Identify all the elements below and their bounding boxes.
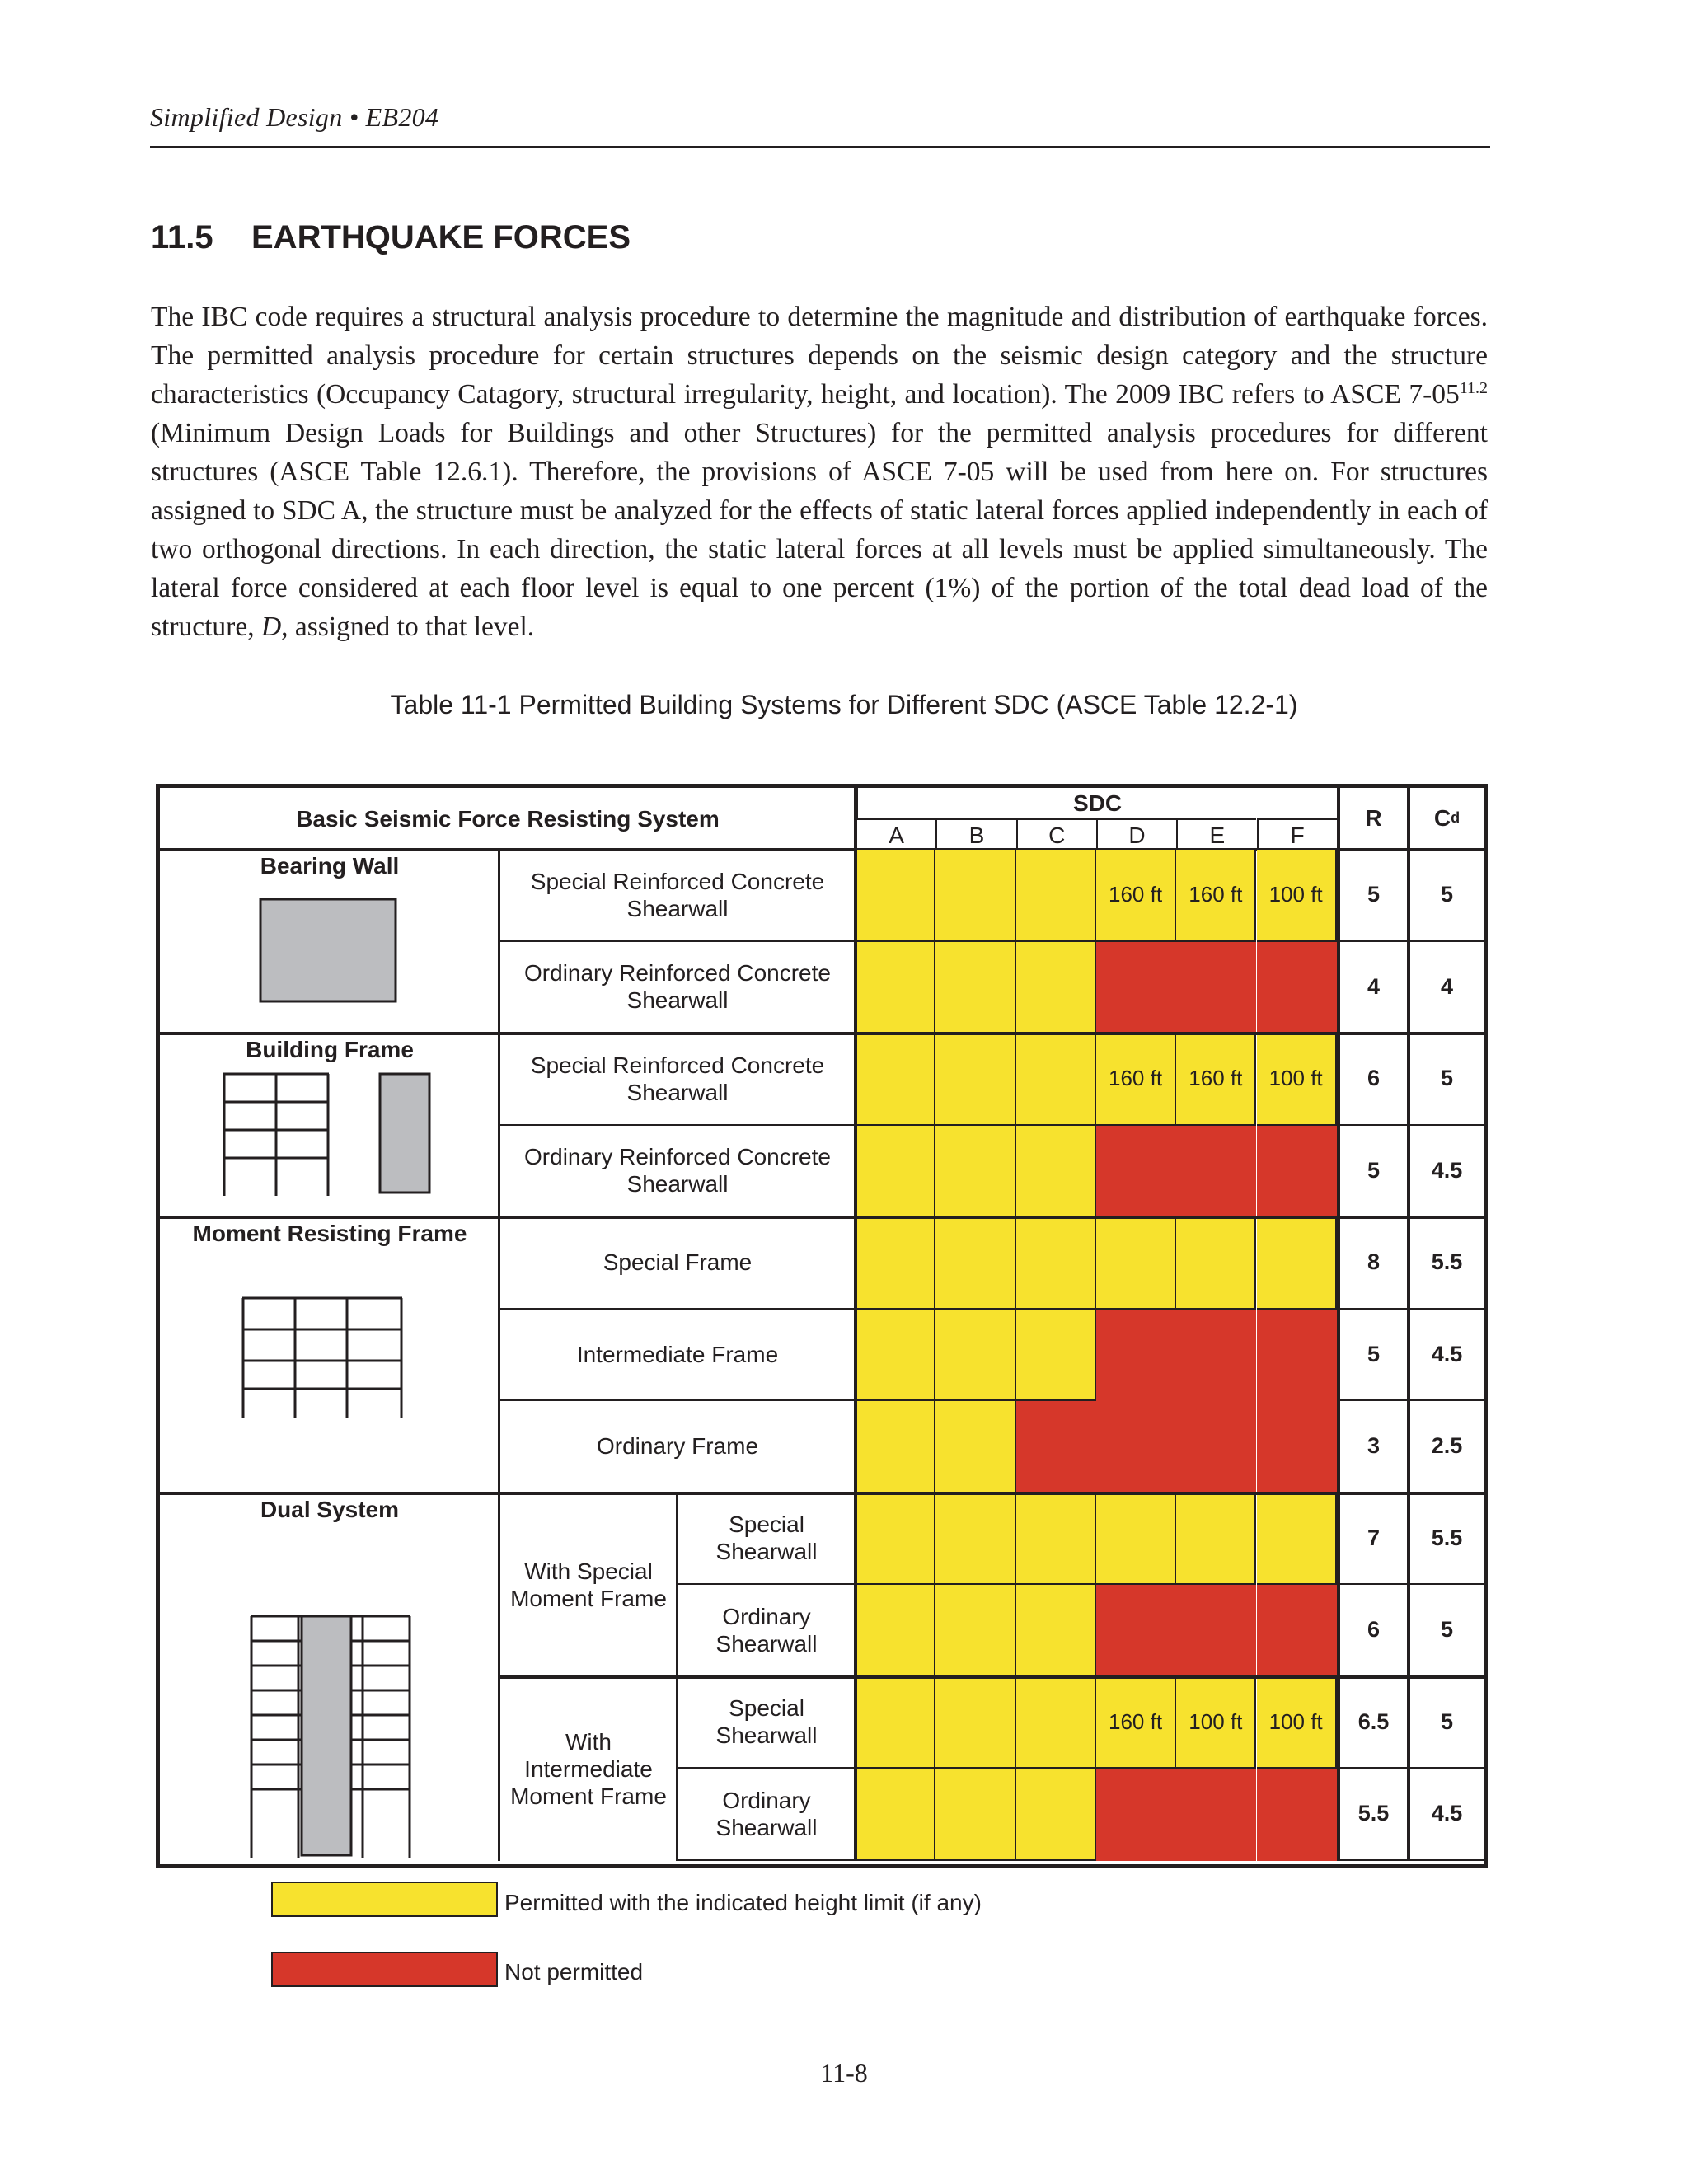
sdc-cell-row-11-c — [1016, 1769, 1096, 1861]
paragraph-part-3: , assigned to that level. — [281, 612, 535, 642]
sdc-cell-row-10-c — [1016, 1677, 1096, 1769]
sdc-cell-row-5-b — [935, 1217, 1015, 1310]
sdc-cell-row-4-d — [1096, 1126, 1176, 1218]
sdc-cell-row-2-d — [1096, 942, 1176, 1034]
table-caption: Table 11-1 Permitted Building Systems for Different SDC (ASCE Table 12.2-1) — [390, 690, 1298, 719]
sdc-cell-row-8-a — [856, 1493, 935, 1586]
sdc-cell-row-6-c — [1016, 1310, 1096, 1402]
sdc-cell-row-4-e — [1176, 1126, 1256, 1218]
r-value-row-7: 3 — [1337, 1401, 1407, 1493]
sdc-cell-row-11-a — [856, 1769, 935, 1861]
sdc-column-b: B — [935, 818, 1015, 850]
sdc-cell-row-6-a — [856, 1310, 935, 1402]
col-separator-sdc — [854, 788, 857, 1861]
citation-superscript: 11.2 — [1459, 378, 1488, 397]
header-system: Basic Seismic Force Resisting System — [296, 806, 720, 832]
sdc-cell-row-2-e — [1176, 942, 1256, 1034]
section-heading — [151, 219, 631, 256]
cd-value-row-11: 4.5 — [1407, 1769, 1484, 1861]
sdc-cell-row-3-b — [935, 1033, 1015, 1126]
sdc-cell-row-9-f — [1257, 1585, 1337, 1677]
r-value-row-11: 5.5 — [1337, 1769, 1407, 1861]
sdc-cell-row-5-d — [1096, 1217, 1176, 1310]
sdc-column-a: A — [856, 818, 935, 850]
sdc-cell-row-5-a — [856, 1217, 935, 1310]
cd-value-row-9: 5 — [1407, 1585, 1484, 1677]
sdc-cell-row-2-f — [1257, 942, 1337, 1034]
sdc-cell-row-3-f: 100 ft — [1257, 1033, 1337, 1126]
sdc-cell-row-9-d — [1096, 1585, 1176, 1677]
header-r: R — [1337, 788, 1407, 850]
sdc-cell-row-8-f — [1257, 1493, 1337, 1586]
r-value-row-8: 7 — [1337, 1493, 1407, 1586]
system-label-row-3: Special Reinforced Concrete Shearwall — [499, 1033, 856, 1126]
sdc-cell-row-4-c — [1016, 1126, 1096, 1218]
header-cd-main: C — [1433, 805, 1451, 831]
sdc-cell-row-1-b — [935, 850, 1015, 942]
sdc-cell-row-9-b — [935, 1585, 1015, 1677]
legend-permitted-swatch — [271, 1882, 498, 1917]
sdc-cell-row-7-d — [1096, 1401, 1176, 1493]
cd-value-row-2: 4 — [1407, 942, 1484, 1034]
paragraph-part-2: (Minimum Design Loads for Buildings and other Structures) for the permitted analysis procedures for different structures (ASCE Table 12.6.1). Therefore, the provisions of ASCE 7-05 will be used from here on. For structures assigned to SDC A, the structure must be analyzed for the effects of static lateral forces applied independently in each of two orthogonal directions. In each direction, the static lateral forces at all levels must be applied simultaneously. The lateral force considered at each floor level is equal to one percent (1%) of the portion of the total dead load of the structure, — [151, 418, 1488, 642]
sdc-cell-row-7-e — [1176, 1401, 1256, 1493]
sdc-cell-row-6-d — [1096, 1310, 1176, 1402]
sdc-cell-row-6-e — [1176, 1310, 1256, 1402]
sdc-cell-row-5-e — [1176, 1217, 1256, 1310]
sdc-cell-row-4-f — [1257, 1126, 1337, 1218]
sdc-cell-row-9-a — [856, 1585, 935, 1677]
sdc-column-f: F — [1257, 818, 1337, 850]
sdc-cell-row-3-e: 160 ft — [1176, 1033, 1256, 1126]
sdc-cell-row-1-e: 160 ft — [1176, 850, 1256, 942]
system-label-row-2: Ordinary Reinforced Concrete Shearwall — [499, 942, 856, 1034]
cd-value-row-7: 2.5 — [1407, 1401, 1484, 1493]
sdc-cell-row-11-f — [1257, 1769, 1337, 1861]
sdc-cell-row-3-c — [1016, 1033, 1096, 1126]
r-value-row-5: 8 — [1337, 1217, 1407, 1310]
sdc-cell-row-8-e — [1176, 1493, 1256, 1586]
cd-value-row-6: 4.5 — [1407, 1310, 1484, 1402]
section-title: EARTHQUAKE FORCES — [251, 219, 631, 255]
cd-value-row-3: 5 — [1407, 1033, 1484, 1126]
sdc-cell-row-8-b — [935, 1493, 1015, 1586]
r-value-row-10: 6.5 — [1337, 1677, 1407, 1769]
sdc-cell-row-2-b — [935, 942, 1015, 1034]
sdc-cell-row-10-f: 100 ft — [1257, 1677, 1337, 1769]
group-boundary-2 — [160, 1032, 1484, 1035]
system-label-row-5: Special Frame — [499, 1217, 856, 1310]
sdc-cell-row-10-d: 160 ft — [1096, 1677, 1176, 1769]
header-cd-sub: d — [1451, 809, 1461, 826]
system-label-row-10: Special Shearwall — [678, 1677, 856, 1769]
running-header: Simplified Design • EB204 — [150, 102, 439, 132]
sdc-cell-row-9-e — [1176, 1585, 1256, 1677]
sdc-cell-row-1-d: 160 ft — [1096, 850, 1176, 942]
section-number: 11.5 — [151, 219, 213, 255]
group-boundary-3 — [160, 1216, 1484, 1219]
system-label-row-11: Ordinary Shearwall — [678, 1769, 856, 1861]
system-label-row-4: Ordinary Reinforced Concrete Shearwall — [499, 1126, 856, 1218]
dual-subgroup-special: With Special Moment Frame — [510, 1558, 667, 1611]
legend-not-permitted-swatch — [271, 1952, 498, 1987]
legend-not-permitted-label: Not permitted — [504, 1959, 644, 1985]
cd-value-row-10: 5 — [1407, 1677, 1484, 1769]
sdc-column-e: E — [1176, 818, 1256, 850]
group-title-4: Dual System — [260, 1496, 400, 1522]
sdc-cell-row-8-c — [1016, 1493, 1096, 1586]
building-systems-table — [156, 784, 1488, 1868]
sdc-cell-row-11-e — [1176, 1769, 1256, 1861]
legend-permitted-label: Permitted with the indicated height limit (if any) — [504, 1890, 982, 1915]
group-title-2: Building Frame — [246, 1037, 414, 1062]
sdc-cell-row-9-c — [1016, 1585, 1096, 1677]
sdc-cell-row-10-e: 100 ft — [1176, 1677, 1256, 1769]
r-value-row-1: 5 — [1337, 850, 1407, 942]
sdc-column-d: D — [1096, 818, 1176, 850]
sdc-cell-row-3-d: 160 ft — [1096, 1033, 1176, 1126]
sdc-cell-row-10-a — [856, 1677, 935, 1769]
sdc-cell-row-5-c — [1016, 1217, 1096, 1310]
dual-system-icon — [249, 1615, 414, 1862]
group-title-1: Bearing Wall — [260, 853, 400, 879]
sdc-cell-row-6-f — [1257, 1310, 1337, 1402]
r-value-row-6: 5 — [1337, 1310, 1407, 1402]
sdc-cell-row-7-a — [856, 1401, 935, 1493]
group-boundary-4 — [160, 1492, 1484, 1495]
cd-value-row-8: 5.5 — [1407, 1493, 1484, 1586]
sdc-cell-row-6-b — [935, 1310, 1015, 1402]
cd-value-row-1: 5 — [1407, 850, 1484, 942]
system-label-row-1: Special Reinforced Concrete Shearwall — [499, 850, 856, 942]
sdc-cell-row-2-c — [1016, 942, 1096, 1034]
header-cd — [1407, 788, 1484, 850]
sdc-cell-row-11-d — [1096, 1769, 1176, 1861]
system-label-row-6: Intermediate Frame — [499, 1310, 856, 1402]
sdc-cell-row-11-b — [935, 1769, 1015, 1861]
r-value-row-9: 6 — [1337, 1585, 1407, 1677]
cd-value-row-5: 5.5 — [1407, 1217, 1484, 1310]
paragraph-part-1: The IBC code requires a structural analysis procedure to determine the magnitude and distribution of earthquake forces. The permitted analysis procedure for certain structures depends on the seismic design category and the structure characteristics (Occupancy Catagory, structural irregularity, height, and location). The 2009 IBC refers to ASCE 7-05 — [151, 302, 1488, 410]
system-label-row-7: Ordinary Frame — [499, 1401, 856, 1493]
system-label-row-8: Special Shearwall — [678, 1493, 856, 1586]
body-paragraph — [151, 298, 1488, 646]
sdc-cell-row-10-b — [935, 1677, 1015, 1769]
sdc-cell-row-1-f: 100 ft — [1257, 850, 1337, 942]
sdc-cell-row-2-a — [856, 942, 935, 1034]
bearing-wall-icon — [259, 898, 399, 1005]
page-number: 11-8 — [820, 2058, 868, 2088]
sdc-column-c: C — [1016, 818, 1096, 850]
building-frame-icon — [222, 1072, 436, 1199]
moment-frame-icon — [241, 1296, 406, 1420]
header-sdc: SDC — [856, 788, 1337, 818]
header-rule — [150, 146, 1490, 148]
r-value-row-4: 5 — [1337, 1126, 1407, 1218]
sdc-cell-row-3-a — [856, 1033, 935, 1126]
sdc-cell-row-4-b — [935, 1126, 1015, 1218]
sdc-cell-row-8-d — [1096, 1493, 1176, 1586]
sdc-cell-row-5-f — [1257, 1217, 1337, 1310]
system-label-row-9: Ordinary Shearwall — [678, 1585, 856, 1677]
dual-subgroup-intermediate: With Intermediate Moment Frame — [510, 1728, 667, 1809]
r-value-row-3: 6 — [1337, 1033, 1407, 1126]
sdc-cell-row-7-f — [1257, 1401, 1337, 1493]
sdc-cell-row-1-c — [1016, 850, 1096, 942]
sdc-cell-row-7-c — [1016, 1401, 1096, 1493]
sdc-cell-row-7-b — [935, 1401, 1015, 1493]
sdc-cell-row-1-a — [856, 850, 935, 942]
group-title-3: Moment Resisting Frame — [192, 1221, 467, 1246]
dead-load-symbol: D — [260, 612, 282, 642]
cd-value-row-4: 4.5 — [1407, 1126, 1484, 1218]
sdc-cell-row-4-a — [856, 1126, 935, 1218]
r-value-row-2: 4 — [1337, 942, 1407, 1034]
